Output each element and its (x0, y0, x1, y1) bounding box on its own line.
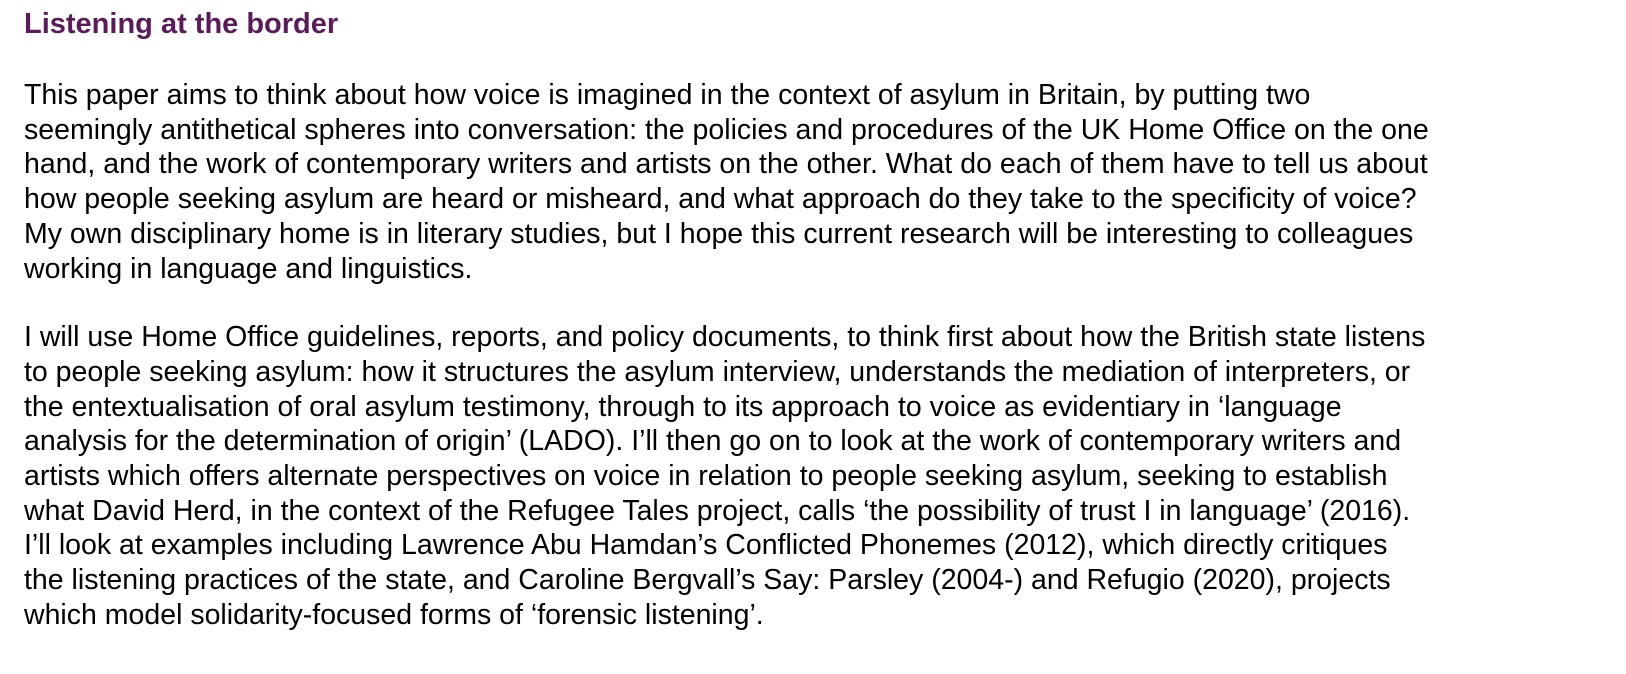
document-page (24, 6, 1604, 667)
paragraph-line: hand, and the work of contemporary writers and artists on the other. What do each of them have to tell us about (24, 148, 1428, 181)
paragraph-line: This paper aims to think about how voice is imagined in the context of asylum in Britain, by putting two (24, 79, 1311, 111)
paragraph-line: artists which offers alternate perspectives on voice in relation to people seeking asylum, seeking to establish (24, 460, 1388, 493)
paragraph-line: I’ll look at examples including Lawrence Abu Hamdan’s Conflicted Phonemes (2012), which directly critiques (24, 529, 1388, 562)
paragraph-line: to people seeking asylum: how it structures the asylum interview, understands the mediation of interpreters, or (24, 355, 1411, 388)
paragraph-line: I will use Home Office guidelines, reports, and policy documents, to think first about how the British state listens (24, 321, 1426, 354)
paragraph-line: working in language and linguistics. (24, 252, 473, 285)
paragraph-line: which model solidarity-focused forms of ‘forensic listening’. (24, 598, 764, 631)
paragraph-line: the listening practices of the state, and Caroline Bergvall’s Say: Parsley (2004-) and Refugio (2020), projects (24, 564, 1391, 597)
paragraph-line: what David Herd, in the context of the Refugee Tales project, calls ‘the possibility of trust I in language’ (2016). (24, 494, 1411, 527)
paragraph-line: analysis for the determination of origin’ (LADO). I’ll then go on to look at the work of contemporary writers and (24, 425, 1402, 458)
paragraph-line: the entextualisation of oral asylum testimony, through to its approach to voice as evidentiary in ‘language (24, 390, 1342, 423)
paragraph-2 (24, 320, 1604, 632)
document-title: Listening at the border (24, 8, 339, 40)
paragraph-line: seemingly antithetical spheres into conversation: the policies and procedures of the UK Home Office on the one (24, 113, 1429, 146)
paragraph-line: how people seeking asylum are heard or misheard, and what approach do they take to the specificity of voice? (24, 183, 1417, 216)
paragraph-line: My own disciplinary home is in literary studies, but I hope this current research will be interesting to colleagues (24, 217, 1414, 250)
paragraph-1 (24, 78, 1604, 286)
